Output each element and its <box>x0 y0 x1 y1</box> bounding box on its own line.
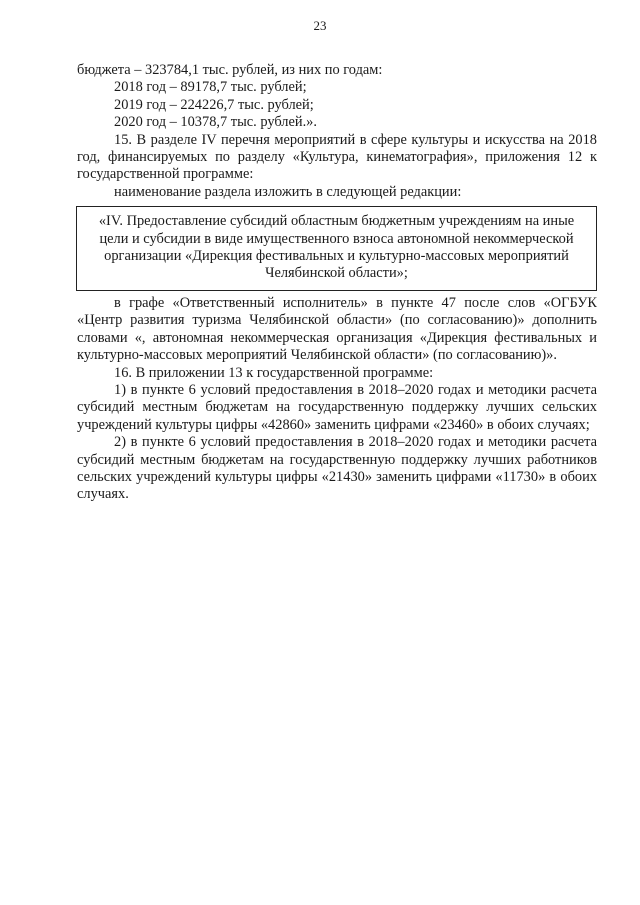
budget-2020-line: 2020 год – 10378,7 тыс. рублей.». <box>114 114 317 131</box>
section-title-box <box>76 206 597 291</box>
section-title-line-2: цели и субсидии в виде имущественного взноса автономной некоммерческой <box>99 230 574 247</box>
paragraph-16-item-2: 2) в пункте 6 условий предоставления в 2018–2020 годах и методики расчета субсидий местным бюджетам на государственную поддержку лучших работников сельских учреждений культуры цифры «21430» заменить цифрами «11730» в обоих случаях. <box>77 434 597 503</box>
paragraph-16-item-1: 1) в пункте 6 условий предоставления в 2018–2020 годах и методики расчета субсидий местным бюджетам на государственную поддержку лучших сельских учреждений культуры цифры «42860» заменить цифрами «23460» в обоих случаях; <box>77 381 597 433</box>
budget-2018-line: 2018 год – 89178,7 тыс. рублей; <box>114 79 307 96</box>
section-title-line-1: «IV. Предоставление субсидий областным бюджетным учреждениям на иные <box>98 213 575 230</box>
budget-2019-line: 2019 год – 224226,7 тыс. рублей; <box>114 96 314 113</box>
document-body <box>77 62 597 504</box>
section-title-line-4: Челябинской области»; <box>265 265 408 282</box>
paragraph-15-instruction: наименование раздела изложить в следующей редакции: <box>114 183 462 200</box>
paragraph-15: 15. В разделе IV перечня мероприятий в сфере культуры и искусства на 2018 год, финансируемых по разделу «Культура, кинематография», приложения 12 к государственной программе: <box>77 131 597 183</box>
paragraph-column-amendment: в графе «Ответственный исполнитель» в пункте 47 после слов «ОГБУК «Центр развития туризма Челябинской области» (по согласованию)» дополнить словами «, автономная некоммерческая организация «Дирекция фестивальных и культурно-массовых мероприятий Челябинской области» (по согласованию)». <box>77 294 597 364</box>
budget-total-line: бюджета – 323784,1 тыс. рублей, из них по годам: <box>77 62 383 78</box>
page-number: 23 <box>313 18 327 33</box>
section-title-line-3: организации «Дирекция фестивальных и культурно-массовых мероприятий <box>104 248 569 265</box>
paragraph-16: 16. В приложении 13 к государственной программе: <box>114 364 434 381</box>
